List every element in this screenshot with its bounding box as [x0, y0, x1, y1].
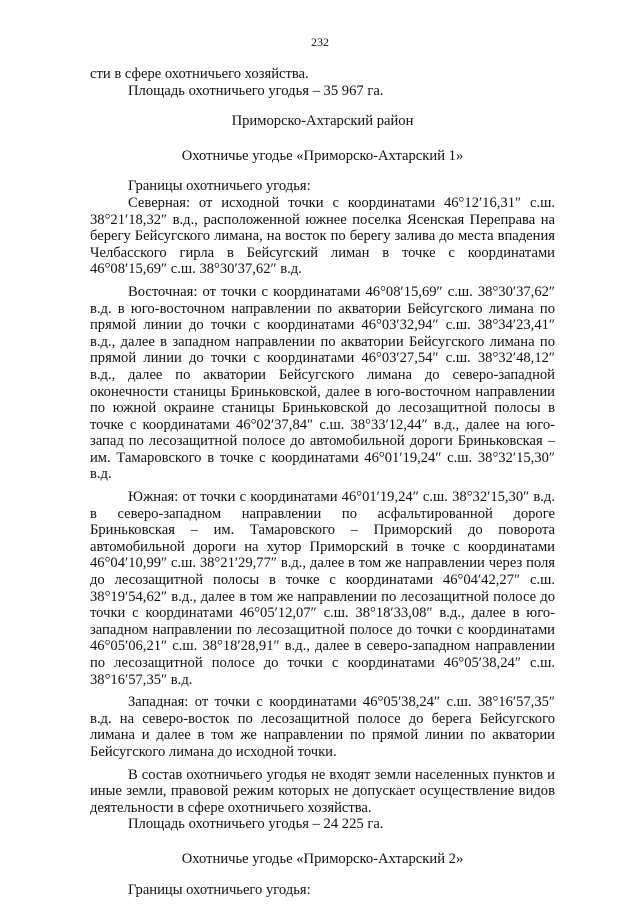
ground1-north-border: Северная: от исходной точки с координатами 46°12′16,31″ с.ш. 38°21′18,32″ в.д., расположенной южнее поселка Ясенская Переправа на берегу Бейсугского лимана, на восток по берегу залива до места впадения Челбасского гирла в Бейсугский лиман в точке с координатами 46°08′15,69″ с.ш. 38°30′37,62″ в.д. [90, 194, 555, 278]
document-body [90, 66, 555, 898]
page-number: 232 [311, 35, 329, 49]
ground1-borders-label: Границы охотничьего угодья: [128, 178, 311, 195]
ground1-area: Площадь охотничьего угодья – 24 225 га. [128, 816, 384, 833]
lead-area: Площадь охотничьего угодья – 35 967 га. [128, 82, 384, 99]
ground2-title: Охотничье угодье «Приморско-Ахтарский 2» [181, 850, 464, 867]
ground1-south-border: Южная: от точки с координатами 46°01′19,24″ с.ш. 38°32′15,30″ в.д. в северо-западном направлении по асфальтированной дороге Бриньковская – им. Тамаровского – Приморский до поворота автомобильной дороги на хутор Приморский в точке с координатами 46°04′10,99″ с.ш. 38°21′29,77″ в.д., далее в том же направлении через поля до лесозащитной полосы в точке с координатами 46°04′42,27″ с.ш. 38°19′54,62″ в.д., далее в том же направлении по лесозащитной полосе до точки с координатами 46°05′12,07″ с.ш. 38°18′33,08″ в.д., далее в юго-западном направлении по лесозащитной полосе до точки с координатами 46°05′06,21″ с.ш. 38°18′28,91″ в.д., далее в северо-западном направлении по лесозащитной полосе до точки с координатами 46°05′38,24″ с.ш. 38°16′57,35″ в.д. [90, 489, 555, 688]
lead-line: сти в сфере охотничьего хозяйства. [90, 66, 309, 82]
district-title: Приморско-Ахтарский район [231, 113, 414, 130]
ground1-west-border: Западная: от точки с координатами 46°05′38,24″ с.ш. 38°16′57,35″ в.д. на северо-восток по лесозащитной полосе до берега Бейсугского лимана и далее в том же направлении по прямой линии по акватории Бейсугского лимана до исходной точки. [90, 694, 555, 760]
ground1-title: Охотничье угодье «Приморско-Ахтарский 1» [181, 147, 464, 164]
ground2-borders-label: Границы охотничьего угодья: [128, 881, 311, 898]
ground1-exclusion: В состав охотничьего угодья не входят земли населенных пунктов и иные земли, правовой режим которых не допускает осуществление видов деятельности в сфере охотничьего хозяйства. [90, 766, 555, 816]
ground1-east-border: Восточная: от точки с координатами 46°08′15,69″ с.ш. 38°30′37,62″ в.д. в юго-восточном направлении по акватории Бейсугского лимана по прямой линии до точки с координатами 46°03′32,94″ с.ш. 38°34′23,41″ в.д., далее в западном направлении по акватории Бейсугского лимана по прямой линии до точки с координатами 46°03′27,54″ с.ш. 38°32′48,12″ в.д., далее по акватории Бейсугского лимана до северо-западной оконечности станицы Бриньковской, далее в юго-восточном направлении по южной окраине станицы Бриньковской до лесозащитной полосы в точке с координатами 46°02′37,84″ с.ш. 38°33′12,44″ в.д., далее на юго-запад по лесозащитной полосе до автомобильной дороги Бриньковская – им. Тамаровского в точке с координатами 46°01′19,24″ с.ш. 38°32′15,30″ в.д. [90, 283, 555, 483]
